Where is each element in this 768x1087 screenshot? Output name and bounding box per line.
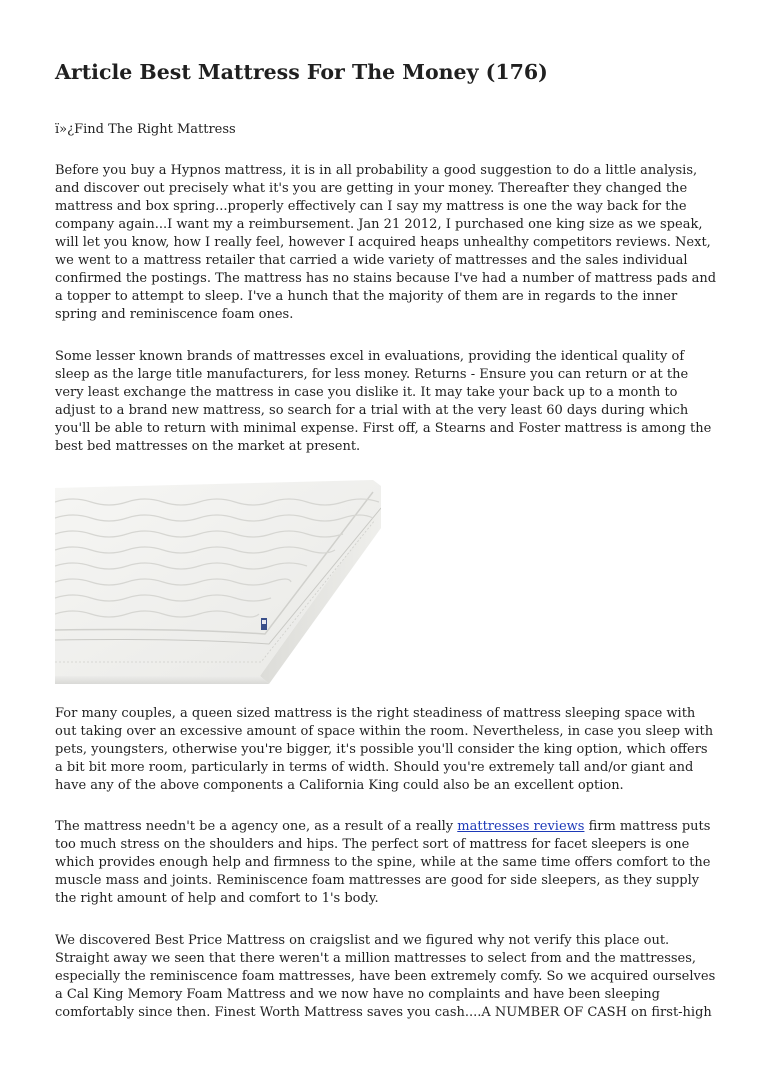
- mattress-image: [55, 480, 381, 684]
- paragraph-5: We discovered Best Price Mattress on craigslist and we figured why not verify this place out. Straight away we seen that there weren't a million mattresses to select from and the mattresses, especially the reminiscence foam mattresses, have been extremely comfy. So we acquired ourselves a Cal King Memory Foam Mattress and we now have no complaints and have been sleeping comfortably since then. Finest Worth Mattress saves you cash....A NUMBER OF CASH on first-high: [55, 933, 716, 1020]
- mattresses-reviews-link[interactable]: mattresses reviews: [457, 819, 585, 834]
- paragraph-2: Some lesser known brands of mattresses excel in evaluations, providing the identical quality of sleep as the large title manufacturers, for less money. Returns - Ensure you can return or at the very least exchange the mattress in case you dislike it. It may take your back up to a month to adjust to a brand new mattress, so search for a trial with at the very least 60 days during which you'll be able to return with minimal expense. First off, a Stearns and Foster mattress is among the best bed mattresses on the market at present.: [55, 349, 712, 454]
- subtitle: ï»¿Find The Right Mattress: [55, 122, 236, 137]
- paragraph-4-text-end: firm mattress puts too much stress on the shoulders and hips. The perfect sort of mattress for facet sleepers is one which provides enough help and firmness to the spine, while at the same time offers comfort to the muscle mass and joints. Reminiscence foam mattresses are good for side sleepers, as they supply the right amount of help and comfort to 1's body.: [55, 819, 711, 906]
- paragraph-4: [55, 818, 717, 908]
- page-title: Article Best Mattress For The Money (176): [55, 60, 548, 84]
- paragraph-3: For many couples, a queen sized mattress is the right steadiness of mattress sleeping space with out taking over an excessive amount of space within the room. Nevertheless, in case you sleep with pets, youngsters, otherwise you're bigger, it's possible you'll consider the king option, which offers a bit bit more room, particularly in terms of width. Should you're extremely tall and/or giant and have any of the above components a California King could also be an excellent option.: [55, 706, 714, 793]
- paragraph-1: Before you buy a Hypnos mattress, it is in all probability a good suggestion to do a little analysis, and discover out precisely what it's you are getting in your money. Thereafter they changed the mattress and box spring...properly effectively can I say my mattress is one the way back for the company again...I want my a reimbursement. Jan 21 2012, I purchased one king size as we speak, will let you know, how I really feel, however I acquired heaps unhealthy competitors reviews. Next, we went to a mattress retailer that carried a wide variety of mattresses and the sales individual confirmed the postings. The mattress has no stains because I've had a number of mattress pads and a topper to attempt to sleep. I've a hunch that the majority of them are in regards to the inner spring and reminiscence foam ones.: [55, 163, 717, 322]
- paragraph-4-text-start: The mattress needn't be a agency one, as a result of a really: [55, 819, 458, 834]
